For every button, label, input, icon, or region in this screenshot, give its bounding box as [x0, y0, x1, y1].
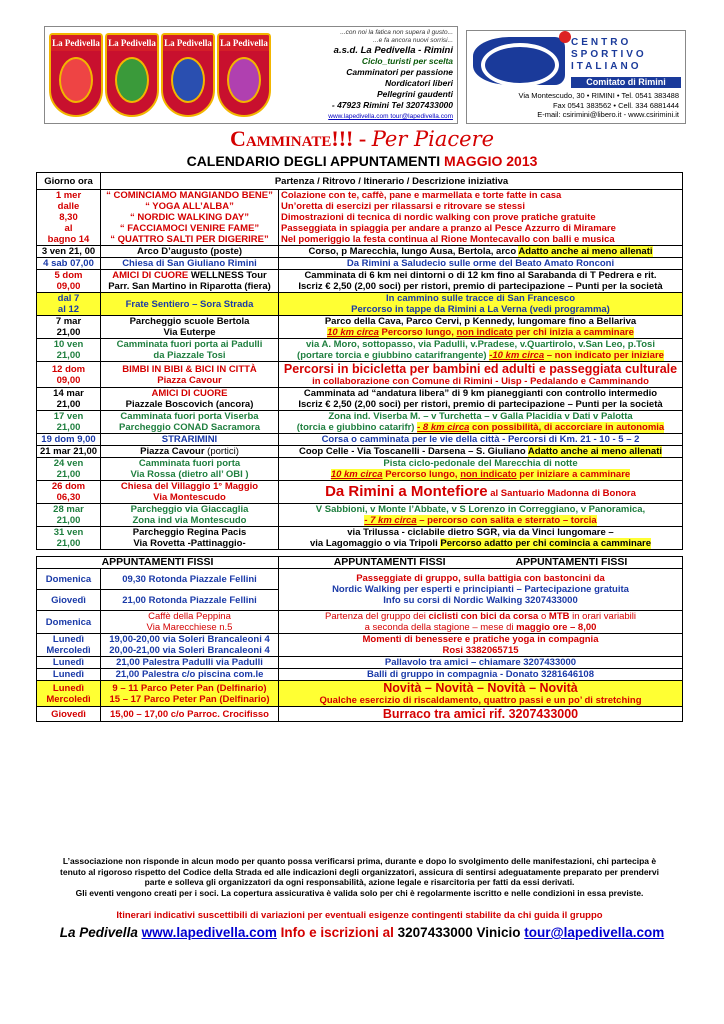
table-row — [37, 190, 683, 246]
row-place — [101, 481, 279, 504]
desc-line: Info su corsi di Nordic Walking 3207433000 — [383, 595, 578, 606]
highlight-badge: Adatto anche ai meno allenati — [518, 246, 653, 257]
row-desc: Corsa o camminata per le vie della città - Percorsi di Km. 21 - 10 - 5 – 2 — [279, 434, 683, 446]
fixed-header: APPUNTAMENTI FISSI — [515, 556, 628, 568]
event-desc: Dimostrazioni di tecnica di nordic walking con prove pratiche gratuite — [281, 212, 596, 223]
place-line: Parcheggio via Giaccaglia — [130, 504, 249, 515]
event-name: “ YOGA ALL’ALBA” — [145, 201, 234, 212]
place-line: WELLNESS Tour — [188, 270, 267, 281]
csi-addr-line: Fax 0541 383562 • Cell. 334 6881444 — [552, 100, 679, 110]
date-line: dal 7 — [57, 293, 80, 304]
row-desc — [279, 246, 683, 258]
fixed-place: 09,30 Rotonda Piazzale Fellini — [101, 569, 279, 590]
csi-header — [466, 30, 686, 124]
assoc-tagline: Camminatori per passione — [346, 67, 453, 77]
place-line: 15 – 17 Parco Peter Pan (Delfinario) — [109, 693, 270, 705]
csi-word: CENTRO — [571, 37, 632, 48]
date-line: 21,00 — [56, 350, 81, 361]
shield-label: La Pedivella — [163, 35, 213, 51]
row-place — [101, 339, 279, 362]
desc-text: per iniziare a camminare — [516, 469, 631, 480]
row-place — [101, 458, 279, 481]
place-line: Via Montescudo — [153, 492, 226, 503]
table-row — [37, 293, 683, 316]
desc-line: Pista ciclo-pedonale del Marecchia di notte — [383, 458, 578, 469]
shield-label: La Pedivella — [51, 35, 101, 51]
desc-line: Iscriz € 2,50 (2,00 soci) per ristori, premio di partecipazione – Punti per la società — [298, 399, 663, 410]
fixed-header: APPUNTAMENTI FISSI — [333, 556, 446, 568]
date-line: 17 ven — [53, 411, 84, 422]
desc-line: Camminata ad “andatura libera” di 9 km pianeggianti con controllo intermedio — [303, 388, 658, 399]
shield-label: La Pedivella — [107, 35, 157, 51]
date-line: 10 ven — [53, 339, 84, 350]
row-place — [101, 411, 279, 434]
disclaimer-line: L’associazione non risponde in alcun modo per quanto possa verificarsi prima, durante e dopo lo svolgimento delle manifestazioni, chi partecipa è — [62, 856, 657, 866]
table-row — [37, 434, 683, 446]
row-date — [37, 270, 101, 293]
col-header-desc: Partenza / Ritrovo / Itinerario / Descrizione iniziativa — [101, 173, 683, 190]
desc-text: per chi inizia a camminare — [512, 327, 634, 338]
date-line: 06,30 — [56, 492, 81, 503]
desc-text: Percorso lungo, — [378, 327, 457, 338]
fixed-place: 21,00 Rotonda Piazzale Fellini — [101, 590, 279, 611]
table-row — [37, 458, 683, 481]
row-date — [37, 293, 101, 316]
place-line: Parcheggio CONAD Sacramora — [119, 422, 260, 433]
row-desc — [279, 293, 683, 316]
fixed-place: 15,00 – 17,00 c/o Parroc. Crocifisso — [101, 707, 279, 722]
disclaimer — [36, 856, 683, 898]
table-row — [37, 362, 683, 388]
date-line: 31 ven — [53, 527, 84, 538]
table-row — [37, 707, 683, 722]
fixed-day: Lunedì — [37, 669, 101, 681]
row-date — [37, 339, 101, 362]
place-line: da Piazzale Tosi — [153, 350, 226, 361]
event-name: “ NORDIC WALKING DAY” — [130, 212, 249, 223]
row-desc — [279, 504, 683, 527]
table-row — [37, 339, 683, 362]
email-link[interactable]: tour@lapedivella.com — [524, 925, 665, 940]
disclaimer-line: parte e solleva gli organizzatori da ogni responsabilità, azione legale e risarcitoria per fatti da essi derivati. — [144, 877, 575, 887]
site-link[interactable]: www.lapedivella.com — [141, 925, 277, 940]
row-desc — [279, 362, 683, 388]
row-date: 4 sab 07,00 — [37, 258, 101, 270]
event-desc: Passeggiata in spiaggia per andare a pranzo al Pesce Azzurro di Miramare — [281, 223, 616, 234]
row-desc — [279, 316, 683, 339]
date-line: al — [64, 223, 73, 234]
fixed-header-cell — [279, 557, 683, 569]
row-date — [37, 316, 101, 339]
fixed-day: Domenica — [37, 569, 101, 590]
pedivella-header — [44, 26, 458, 124]
date-line: 21,00 — [56, 422, 81, 433]
row-place: Frate Sentiero – Sora Strada — [101, 293, 279, 316]
fixed-day: Domenica — [37, 611, 101, 634]
fixed-place — [101, 611, 279, 634]
fixed-day — [37, 681, 101, 707]
date-line: 21,00 — [56, 515, 81, 526]
date-line: bagno 14 — [47, 234, 90, 245]
row-place: STRARIMINI — [101, 434, 279, 446]
page-subtitle — [0, 153, 724, 169]
place-line: 19,00-20,00 via Soleri Brancaleoni 4 — [109, 634, 270, 645]
place-line: Via Marecchiese n.5 — [146, 622, 233, 633]
table-row — [37, 388, 683, 411]
title-camminate: Camminate!!! — [229, 126, 354, 151]
desc-line: Iscriz € 2,50 (2,00 soci) per ristori, premio di partecipazione – Punti per la società — [298, 281, 663, 292]
desc-text: – non indicato per iniziare — [544, 350, 664, 361]
place-line: Piazzale Boscovich (ancora) — [125, 399, 254, 410]
desc-text: o — [538, 611, 549, 622]
shield-label: La Pedivella — [219, 35, 269, 51]
csi-addr-line: Via Montescudo, 30 • RIMINI • Tel. 0541 383488 — [518, 91, 679, 100]
fixed-desc — [279, 634, 683, 657]
desc-line: via A. Moro, sottopasso, via Padulli, v.Pradese, v.Quartirolo, v.San Leo, p.Tosi — [306, 339, 655, 350]
date-line: 1 mer — [55, 190, 82, 201]
assoc-web-link[interactable]: www.lapedivella.com tour@lapedivella.com — [328, 113, 453, 120]
row-desc — [279, 481, 683, 504]
place-line: Piazza Cavour — [157, 374, 222, 386]
place-line: Parcheggio scuole Bertola — [129, 316, 250, 327]
date-line: 21,00 — [56, 538, 81, 549]
fixed-day: Lunedì — [37, 657, 101, 669]
csi-logo-icon — [473, 37, 565, 85]
shield-cicloturisti-icon — [49, 33, 103, 117]
brand-name: La Pedivella — [59, 925, 142, 940]
km-badge: - 7 km circa — [364, 515, 417, 526]
row-date — [37, 411, 101, 434]
desc-text: (torcia e giubbino catarifr) — [296, 422, 418, 433]
km-badge: -10 km circa — [489, 350, 545, 361]
date-line: 7 mar — [55, 316, 82, 327]
event-name: “ COMINCIAMO MANGIANDO BENE” — [106, 190, 273, 201]
shield-camminatori-icon — [105, 33, 159, 117]
fixed-header-row — [37, 557, 683, 569]
desc-line: via Trilussa - ciclabile dietro SGR, via da Vinci lungomare – — [347, 527, 614, 538]
calendar-table — [36, 172, 683, 722]
km-badge: 10 km circa — [327, 327, 379, 338]
fixed-desc — [279, 569, 683, 611]
row-place — [101, 316, 279, 339]
csi-address — [469, 91, 683, 120]
desc-text: ciclisti con bici da corsa — [428, 611, 539, 622]
row-date: 21 mar 21,00 — [37, 446, 101, 458]
subtitle-month: MAGGIO 2013 — [444, 153, 538, 169]
row-date — [37, 504, 101, 527]
csi-addr-line: E-mail: csirimini@libero.it - www.csirimini.it — [537, 110, 679, 119]
table-spacer — [37, 550, 683, 557]
info-label: Info e iscrizioni al — [276, 925, 398, 940]
date-line: 21,00 — [56, 469, 81, 480]
event-name: “ FACCIAMOCI VENIRE FAME” — [119, 223, 260, 234]
assoc-name: a.s.d. La Pedivella - Rimini — [333, 45, 453, 56]
table-row — [37, 669, 683, 681]
place-line: Caffè della Peppina — [148, 611, 231, 622]
date-line: 14 mar — [53, 388, 84, 399]
row-place — [101, 362, 279, 388]
table-row — [37, 258, 683, 270]
event-name: “ QUATTRO SALTI PER DIGERIRE” — [110, 234, 269, 245]
row-place — [101, 504, 279, 527]
title-per-piacere: Per Piacere — [371, 127, 495, 151]
assoc-tagline: Pellegrini gaudenti — [376, 89, 453, 99]
row-desc: Da Rimini a Saludecio sulle orme del Beato Amato Ronconi — [279, 258, 683, 270]
row-date — [37, 190, 101, 246]
event-desc: Colazione con te, caffè, pane e marmellata e torte fatte in casa — [281, 190, 562, 201]
desc-line: Qualche esercizio di riscaldamento, quattro passi e un po’ di stretching — [319, 695, 642, 706]
table-row — [37, 657, 683, 669]
row-date — [37, 481, 101, 504]
assoc-tagline: Nordicatori liberi — [384, 78, 453, 88]
fixed-header: APPUNTAMENTI FISSI — [37, 557, 279, 569]
fixed-day: Giovedì — [37, 707, 101, 722]
row-place: Chiesa di San Giuliano Rimini — [101, 258, 279, 270]
table-row — [37, 246, 683, 258]
place-line: Camminata fuori porta — [138, 458, 241, 469]
quote-line: ...con noi la fatica non supera il gusto... — [340, 29, 453, 36]
row-date: 19 dom 9,00 — [37, 434, 101, 446]
table-row — [37, 527, 683, 550]
fixed-desc: Balli di gruppo in compagnia - Donato 3281646108 — [279, 669, 683, 681]
row-desc — [279, 458, 683, 481]
row-date — [37, 527, 101, 550]
desc-line: Percorsi in bicicletta per bambini ed adulti e passeggiata culturale — [283, 362, 678, 376]
place-text: (portici) — [204, 446, 239, 457]
desc-line: Passeggiate di gruppo, sulla battigia con bastoncini da — [356, 573, 605, 584]
desc-text: in orari variabili — [569, 611, 637, 622]
place-text: Piazza Cavour — [140, 446, 205, 457]
fixed-day — [37, 634, 101, 657]
desc-line: Nordic Walking per esperti e principianti – Partecipazione gratuita — [332, 584, 629, 595]
row-place — [101, 527, 279, 550]
highlight-badge: Percorso adatto per chi comincia a camminare — [440, 538, 652, 549]
date-line: 21,00 — [56, 327, 81, 338]
place-line: Via Rossa (dietro all’ OBI ) — [130, 469, 249, 480]
row-desc — [279, 411, 683, 434]
row-place — [101, 190, 279, 246]
date-line: 24 ven — [53, 458, 84, 469]
desc-line: Camminata di 6 km nei dintorni o di 12 km fino al Sarabanda di T Pedrera e rit. — [304, 270, 657, 281]
desc-title: Da Rimini a Montefiore — [325, 482, 488, 500]
table-row — [37, 611, 683, 634]
desc-text: al Santuario Madonna di Bonora — [487, 487, 636, 499]
fixed-place — [101, 681, 279, 707]
event-desc: Un’oretta di esercizi per rilassarsi e ritrovare se stessi — [281, 201, 525, 212]
desc-line: in collaborazione con Comune di Rimini - Uisp - Pedalando e Camminando — [312, 376, 649, 387]
desc-line: Momenti di benessere e pratiche yoga in compagnia — [362, 634, 599, 645]
csi-words — [571, 37, 681, 73]
desc-line: In cammino sulle tracce di San Francesco — [385, 293, 576, 304]
contact-bar — [0, 925, 724, 940]
shield-nordicatori-icon — [161, 33, 215, 117]
csi-word: ITALIANO — [571, 61, 642, 72]
km-badge: - 8 km circa — [417, 422, 470, 433]
table-row — [37, 681, 683, 707]
place-line: BIMBI IN BIBI & BICI IN CITTÀ — [122, 363, 257, 375]
desc-text: Coop Celle - Via Toscanelli - Darsena – S. Giuliano — [298, 446, 528, 457]
place-line: Via Rovetta -Pattinaggio- — [133, 538, 246, 549]
desc-line: Rosi 3382065715 — [442, 645, 519, 656]
km-badge: 10 km circa — [330, 469, 383, 480]
page-title — [0, 126, 724, 152]
table-row — [37, 569, 683, 590]
fixed-place: 21,00 Palestra c/o piscina com.le — [101, 669, 279, 681]
row-desc — [279, 339, 683, 362]
row-place: Arco D’augusto (poste) — [101, 246, 279, 258]
row-place — [101, 446, 279, 458]
desc-text: Burraco tra amici — [382, 707, 486, 721]
place-line: AMICI DI CUORE — [151, 388, 228, 399]
place-line: Chiesa del Villaggio 1° Maggio — [120, 481, 259, 492]
row-place — [101, 388, 279, 411]
row-date — [37, 362, 101, 388]
row-desc — [279, 270, 683, 293]
place-line: Camminata fuori porta ai Padulli — [116, 339, 263, 350]
desc-line: V Sabbioni, v Monte l’Abbate, v S Lorenzo in Correggiano, v Panoramica, — [315, 504, 646, 515]
row-desc — [279, 527, 683, 550]
fixed-desc — [279, 611, 683, 634]
disclaimer-line: Gli eventi vengono creati per i soci. La copertura assicurativa è valida solo per chi è regolarmente iscritto e nelle condizioni in essa previste. — [75, 887, 644, 898]
date-line: 8,30 — [59, 212, 78, 223]
date-line: 09,00 — [56, 374, 81, 386]
table-row — [37, 481, 683, 504]
fixed-day: Giovedì — [37, 590, 101, 611]
event-desc: Nel pomeriggio la festa continua al Rione Montecavallo con balli e musica — [281, 234, 615, 245]
date-line: 26 dom — [51, 481, 86, 492]
row-date: 3 ven 21, 00 — [37, 246, 101, 258]
itinerari-note: Itinerari indicativi suscettibili di variazioni per eventuali esigenze contingenti stabilite da chi guida il gruppo — [116, 910, 603, 921]
desc-line: Percorso in tappe da Rimini a La Verna (vedi programma) — [351, 304, 610, 315]
shield-pellegrini-icon — [217, 33, 271, 117]
csi-comitato: Comitato di Rimini — [571, 77, 681, 88]
row-place — [101, 270, 279, 293]
phone-number: 3207433000 Vinicio — [397, 925, 525, 940]
day-line: Lunedì — [52, 634, 85, 645]
fixed-place: 21,00 Palestra Padulli via Padulli — [101, 657, 279, 669]
date-line: 09,00 — [56, 281, 81, 292]
highlight-badge: Adatto anche ai meno allenati — [527, 446, 663, 457]
desc-text: rif. 3207433000 — [485, 707, 579, 721]
row-desc — [279, 446, 683, 458]
place-line: 9 – 11 Parco Peter Pan (Delfinario) — [112, 682, 267, 694]
day-line: Lunedì — [52, 682, 85, 694]
date-line: 28 mar — [53, 504, 84, 515]
desc-text: a seconda della stagione – mese di — [364, 622, 517, 633]
csi-word: SPORTIVO — [571, 49, 647, 60]
table-row — [37, 446, 683, 458]
row-date — [37, 388, 101, 411]
place-line: Parr. San Martino in Riparotta (fiera) — [108, 281, 271, 292]
fixed-desc: Pallavolo tra amici – chiamare 3207433000 — [279, 657, 683, 669]
quote-line: ...e fa ancora nuovi sorrisi... — [373, 37, 453, 44]
title-sep: - — [353, 126, 372, 151]
desc-text: non indicato — [460, 469, 517, 480]
place-line: Parcheggio Regina Pacis — [132, 527, 247, 538]
desc-text: maggio ore – 8,00 — [516, 622, 597, 633]
table-row — [37, 316, 683, 339]
row-date — [37, 458, 101, 481]
day-line: Mercoledì — [46, 645, 91, 656]
date-line: 21,00 — [56, 399, 81, 410]
pedivella-shields — [49, 33, 271, 117]
assoc-info — [275, 29, 453, 122]
place-line: Zona ind via Montescudo — [132, 515, 247, 526]
fixed-desc — [279, 681, 683, 707]
place-line: Camminata fuori porta Viserba — [120, 411, 259, 422]
row-desc — [279, 388, 683, 411]
place-line: Via Euterpe — [163, 327, 216, 338]
table-row — [37, 270, 683, 293]
desc-text: Corso, p Marecchia, lungo Ausa, Bertola, arco — [308, 246, 519, 257]
assoc-phone: - 47923 Rimini Tel 3207433000 — [331, 100, 453, 110]
desc-text: Percorso lungo, — [382, 469, 461, 480]
desc-text: con possibilità, di accorciare in autonomia — [469, 422, 665, 433]
date-line: al 12 — [57, 304, 80, 315]
col-header-day: Giorno ora — [37, 173, 101, 190]
desc-line: Novità – Novità – Novità – Novità — [383, 681, 578, 695]
day-line: Mercoledì — [46, 693, 91, 705]
date-line: 12 dom — [51, 363, 86, 375]
fixed-place — [101, 634, 279, 657]
subtitle-text: CALENDARIO DEGLI APPUNTAMENTI — [186, 153, 445, 169]
table-row — [37, 411, 683, 434]
desc-text: – percorso con salita e sterrato – torcia — [416, 515, 597, 526]
disclaimer-line: tenuto al rigoroso rispetto del Codice della Strada ed alle indicazioni degli organizzatori, assicura di sentirsi adeguatamente preparato per prendervi — [60, 866, 659, 877]
table-header-row — [37, 173, 683, 190]
assoc-tagline: Ciclo_turisti per scelta — [361, 56, 453, 66]
desc-text: via Lagomaggio o via Tripoli — [309, 538, 441, 549]
date-line: dalle — [57, 201, 80, 212]
desc-text: Partenza del gruppo dei — [324, 611, 429, 622]
fixed-desc — [279, 707, 683, 722]
desc-line: Parco della Cava, Parco Cervi, p Kennedy, lungomare fino a Bellariva — [324, 316, 637, 327]
table-row — [37, 504, 683, 527]
date-line: 5 dom — [54, 270, 83, 281]
place-line: 20,00-21,00 via Soleri Brancaleoni 4 — [109, 645, 270, 656]
desc-line: Zona ind. Viserba M. – v Turchetta – v Galla Placidia v Dati v Palotta — [328, 411, 633, 422]
desc-text: MTB — [548, 611, 570, 622]
row-desc — [279, 190, 683, 246]
desc-text: (portare torcia e giubbino catarifrangente) — [297, 350, 490, 361]
table-row — [37, 634, 683, 657]
place-line: AMICI DI CUORE — [112, 270, 189, 281]
desc-text: non indicato — [456, 327, 513, 338]
